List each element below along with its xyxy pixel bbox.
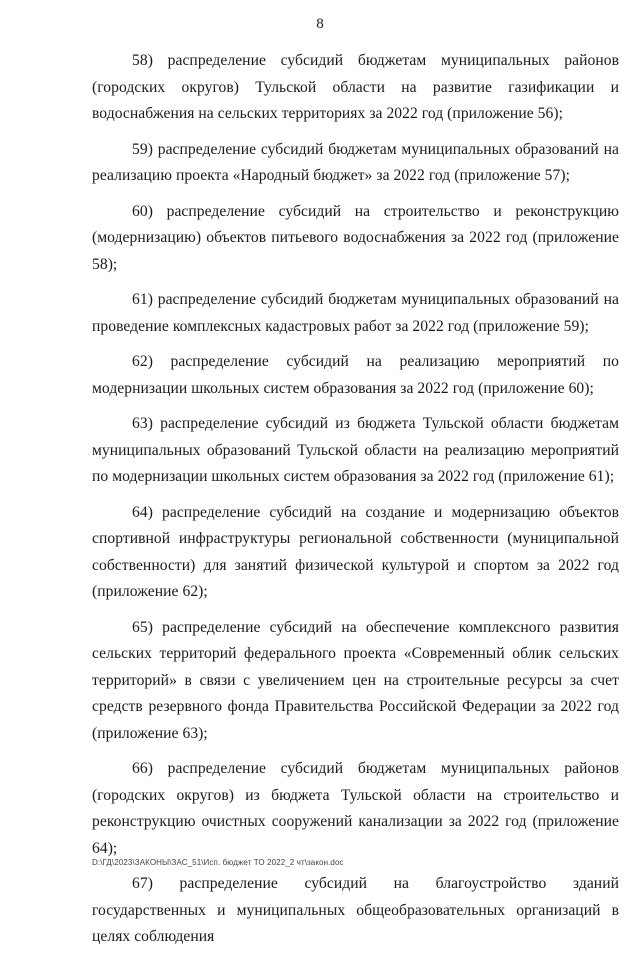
list-item-66: 66) распределение субсидий бюджетам муниципальных районов (городских округов) из бюджета Тульской области на строительство и реконструкцию очистных сооружений канализации за 2022 год (приложение 64); xyxy=(92,760,619,857)
list-item-67: 67) распределение субсидий на благоустройство зданий государственных и муниципальных общеобразовательных организаций в целях соблюдения xyxy=(92,875,619,945)
list-item-61: 61) распределение субсидий бюджетам муниципальных образований на проведение комплексных кадастровых работ за 2022 год (приложение 59); xyxy=(92,291,619,335)
list-item-63: 63) распределение субсидий из бюджета Тульской области бюджетам муниципальных образований Тульской области на реализацию мероприятий по модернизации школьных систем образования за 2022 год (приложение 61); xyxy=(92,415,619,485)
page-number: 8 xyxy=(316,16,324,32)
list-item-58: 58) распределение субсидий бюджетам муниципальных районов (городских округов) Тульской области на развитие газификации и водоснабжения на сельских территориях за 2022 год (приложение 56); xyxy=(92,52,619,122)
list-item-62: 62) распределение субсидий на реализацию мероприятий по модернизации школьных систем образования за 2022 год (приложение 60); xyxy=(92,353,619,397)
document-body xyxy=(92,48,619,960)
list-item-60: 60) распределение субсидий на строительство и реконструкцию (модернизацию) объектов питьевого водоснабжения за 2022 год (приложение 58); xyxy=(92,202,619,273)
list-item-64: 64) распределение субсидий на создание и модернизацию объектов спортивной инфраструктуры региональной собственности (муниципальной собственности) для занятий физической культурой и спортом за 2022 год (приложение 62); xyxy=(92,503,619,600)
file-path-footer: D:\ГД\2023\ЗАКОНЫ\ЗАС_51\Исп. бюджет ТО 2022_2 чт\закон.doc xyxy=(92,858,344,867)
list-item-59: 59) распределение субсидий бюджетам муниципальных образований на реализацию проекта «Народный бюджет» за 2022 год (приложение 57); xyxy=(92,140,619,184)
list-item-65: 65) распределение субсидий на обеспечение комплексного развития сельских территорий федерального проекта «Современный облик сельских территорий» в связи с увеличением цен на строительные ресурсы за счет средств резервного фонда Правительства Российской Федерации за 2022 год (приложение 63); xyxy=(92,618,619,742)
